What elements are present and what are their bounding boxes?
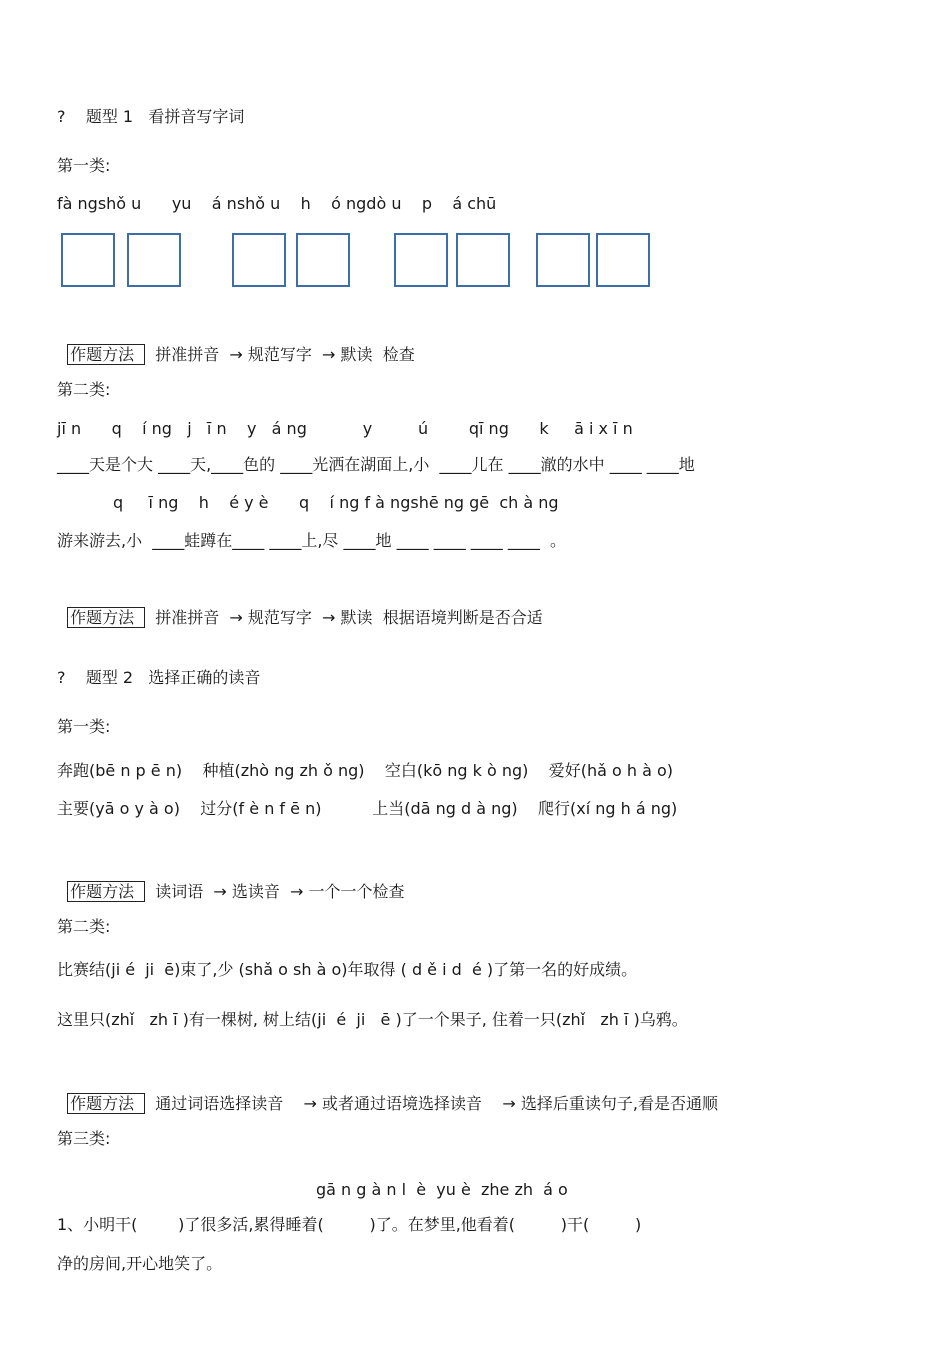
pinyin-row: q ī ng h é y è q í ng f à ngshē ng gē ch à ng: [57, 493, 559, 512]
writing-box[interactable]: [232, 233, 286, 287]
class1-label: 第一类:: [57, 156, 111, 175]
method-line: [57, 585, 543, 629]
method-text: 读词语 → 选读音 → 一个一个检查: [155, 882, 405, 901]
sentence: 比赛结(ji é ji ē)束了,少 (shǎ o sh à o)年取得 ( d ě i d é )了第一名的好成绩。: [57, 960, 638, 979]
fill-blank-text: 游来游去,小 ____蛙蹲在____ ____上,尽 ____地 ____ ____ ____ ____ 。: [57, 531, 567, 550]
class2-label: 第二类:: [57, 380, 111, 399]
pinyin-row: jī n q í ng j ī n y á ng y ú qī ng k ā i x ī n: [57, 419, 633, 438]
method-text: 拼准拼音 → 规范写字 → 默读 检查: [155, 345, 415, 364]
method-text: 拼准拼音 → 规范写字 → 默读 根据语境判断是否合适: [155, 608, 543, 627]
method-tag: 作题方法: [67, 344, 145, 365]
sentence: 这里只(zhǐ zh ī )有一棵树, 树上结(ji é ji ē )了一个果子, 住着一只(zhǐ zh ī )乌鸦。: [57, 1010, 688, 1029]
writing-box[interactable]: [127, 233, 181, 287]
writing-box[interactable]: [394, 233, 448, 287]
writing-box[interactable]: [61, 233, 115, 287]
pinyin-row: fà ngshǒ u yu á nshǒ u h ó ngdò u p á chū: [57, 194, 497, 213]
sentence: 1、小明干( )了很多活,累得睡着( )了。在梦里,他看着( )干( ): [57, 1215, 642, 1234]
sentence: 净的房间,开心地笑了。: [57, 1254, 223, 1273]
writing-box[interactable]: [596, 233, 650, 287]
method-tag: 作题方法: [67, 881, 145, 902]
writing-box[interactable]: [536, 233, 590, 287]
method-tag: 作题方法: [67, 1093, 145, 1114]
heading-type1: ? 题型 1 看拼音写字词: [57, 107, 245, 126]
method-tag: 作题方法: [67, 607, 145, 628]
method-line: [57, 859, 405, 903]
writing-box[interactable]: [296, 233, 350, 287]
class3-label: 第三类:: [57, 1129, 111, 1148]
word-choice-row: 奔跑(bē n p ē n) 种植(zhò ng zh ǒ ng) 空白(kō ng k ò ng) 爱好(hǎ o h à o): [57, 761, 674, 780]
word-choice-row: 主要(yā o y à o) 过分(f è n f ē n) 上当(dā ng d à ng) 爬行(xí ng h á ng): [57, 799, 678, 818]
method-line: [57, 1071, 718, 1115]
method-line: [57, 322, 415, 366]
fill-blank-text: ____天是个大 ____天,____色的 ____光洒在湖面上,小 ____儿在 ____澈的水中 ____ ____地: [57, 455, 695, 474]
writing-box[interactable]: [456, 233, 510, 287]
heading-type2: ? 题型 2 选择正确的读音: [57, 668, 261, 687]
method-text: 通过词语选择读音 → 或者通过语境选择读音 → 选择后重读句子,看是否通顺: [155, 1094, 718, 1113]
class1-label: 第一类:: [57, 717, 111, 736]
pinyin-row: gā n g à n l è yu è zhe zh á o: [316, 1180, 568, 1199]
class2-label: 第二类:: [57, 917, 111, 936]
